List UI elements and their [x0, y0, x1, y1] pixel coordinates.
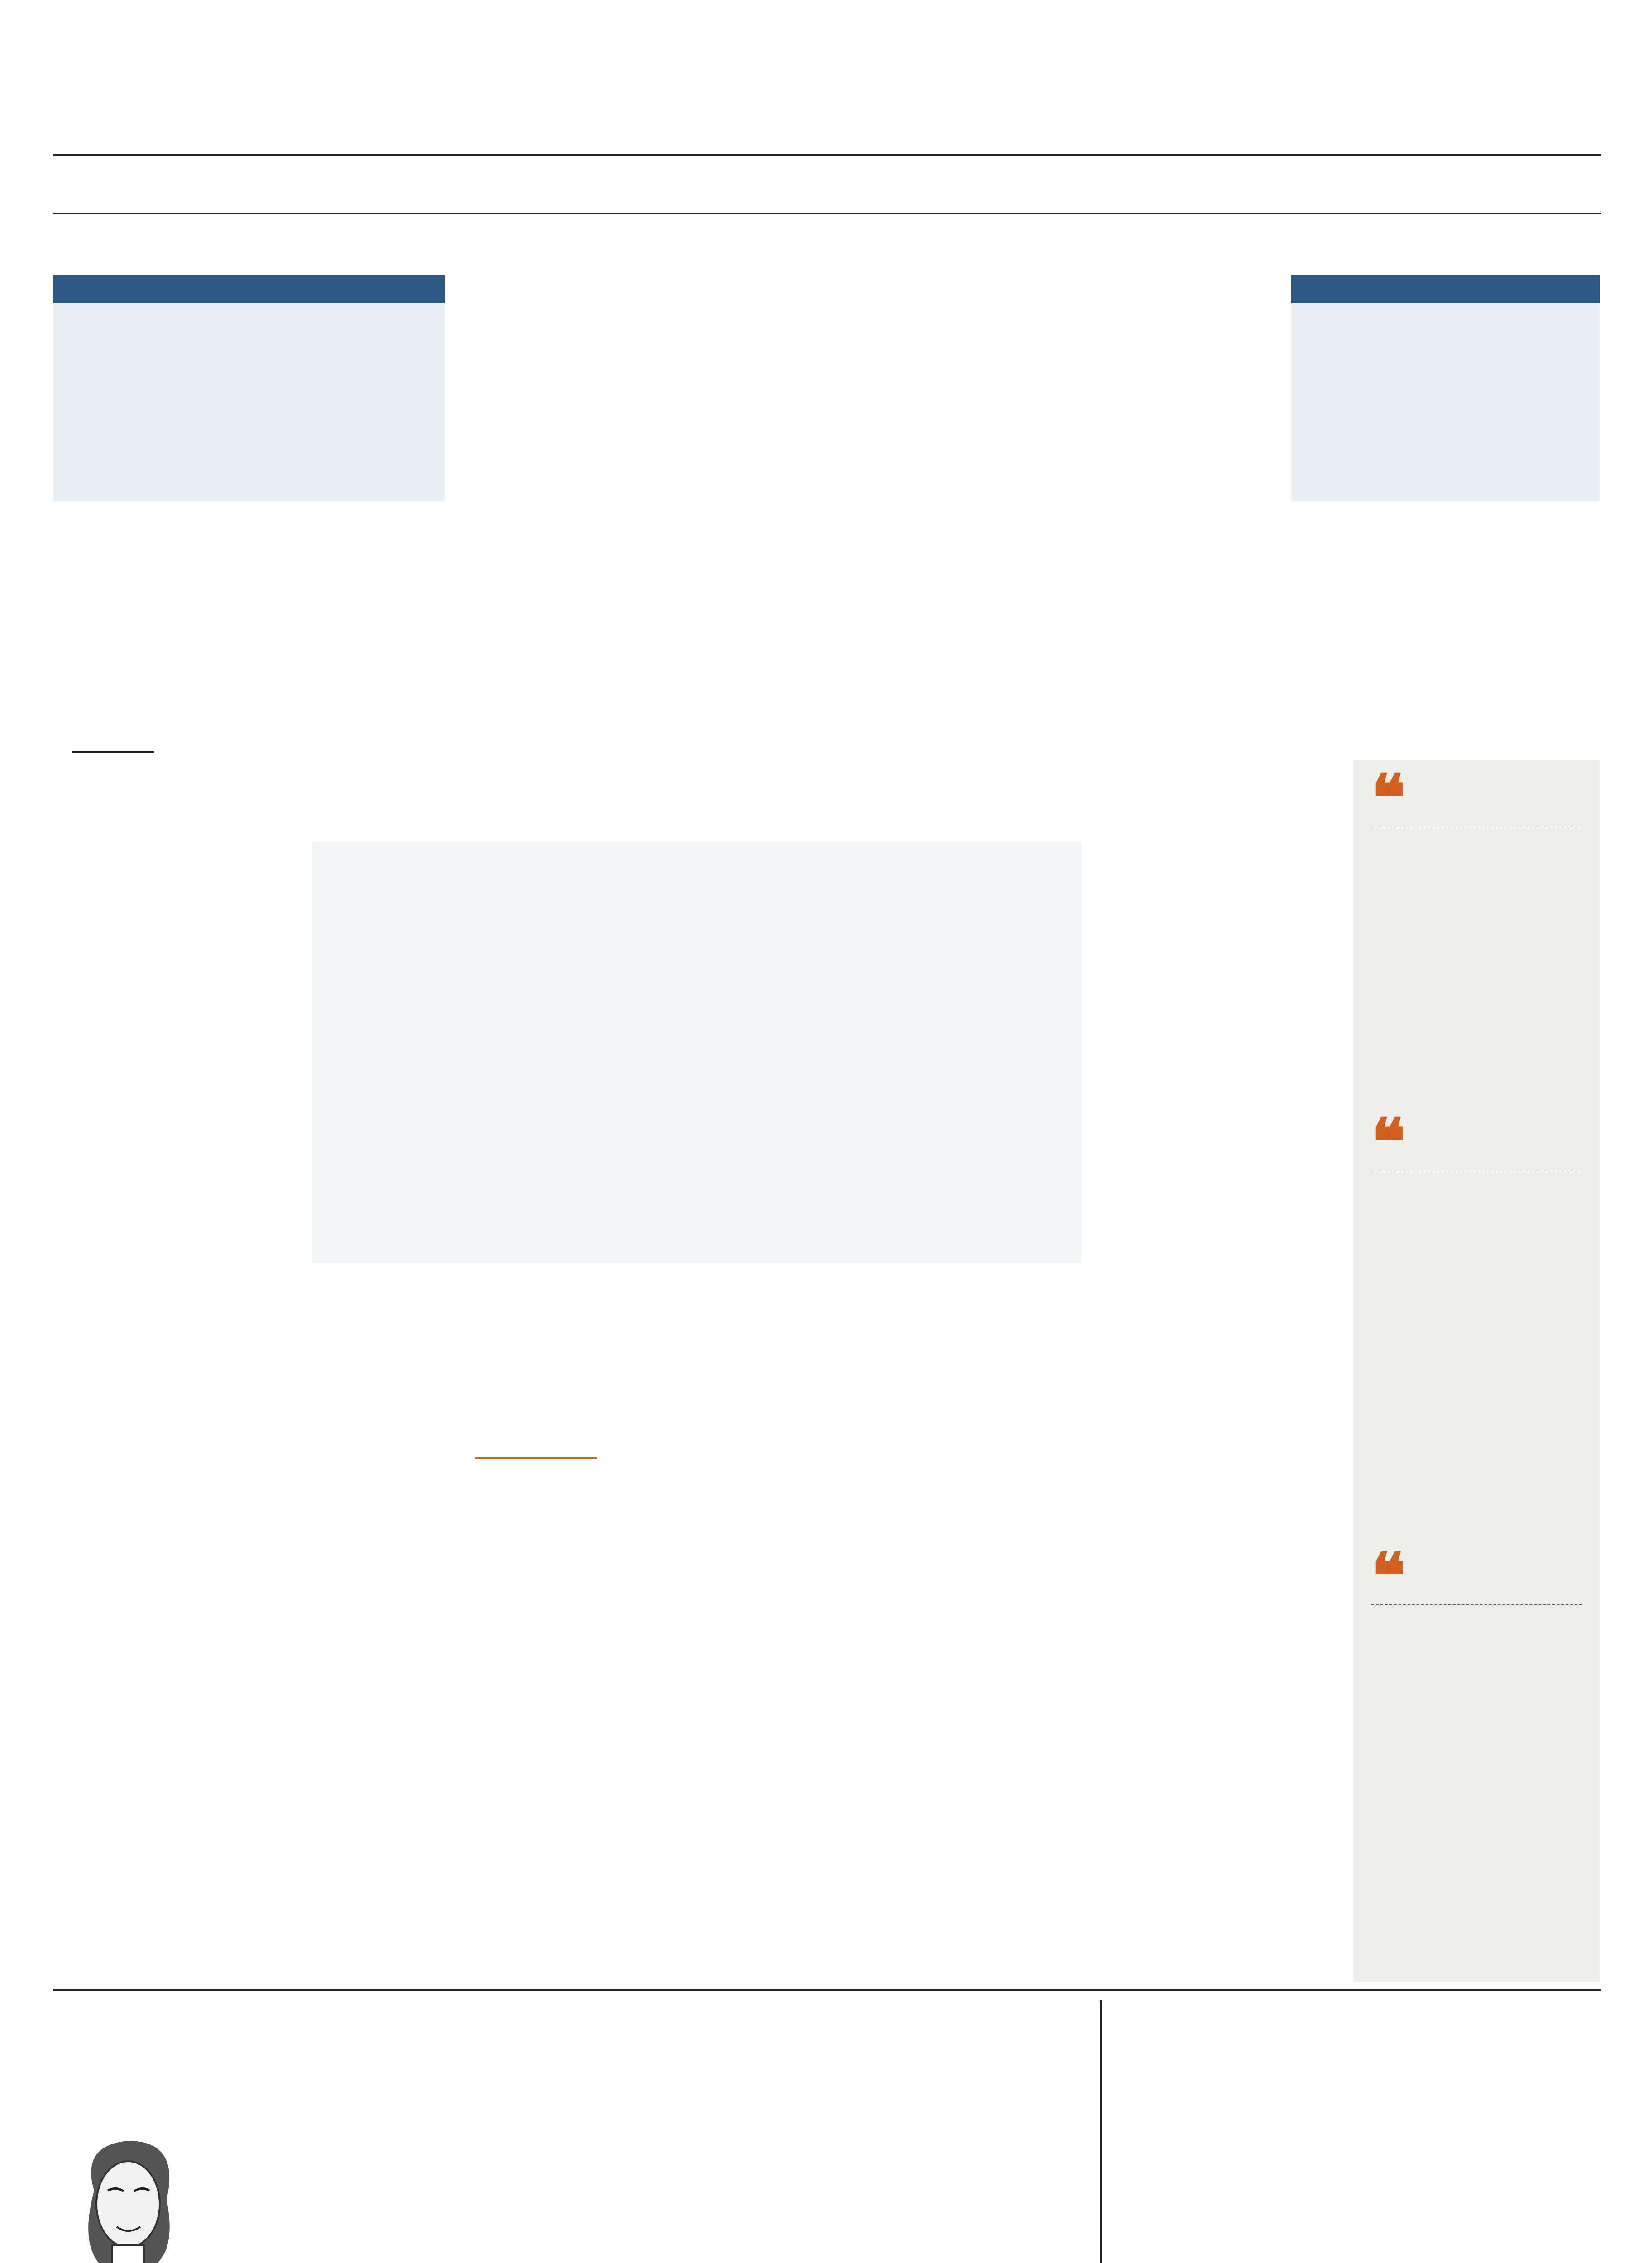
header-rule	[53, 213, 1601, 214]
sector-charts-svg	[312, 842, 1082, 1263]
quote-mark-icon: ❝	[1371, 764, 1406, 834]
quote-mark-icon: ❝	[1371, 1542, 1406, 1612]
portrait-illustration	[53, 2127, 203, 2263]
quote-security	[1353, 764, 1600, 834]
commodities-title	[1291, 275, 1600, 303]
sector-index-title-bar	[53, 275, 445, 303]
deck-rule	[72, 751, 154, 753]
article-column-1	[53, 860, 307, 868]
quote-goldman	[1353, 1108, 1600, 1178]
quote-coopeuch	[1353, 1542, 1600, 1612]
author-portrait	[53, 2127, 203, 2263]
section-rule	[53, 1989, 1601, 1991]
top-rule	[53, 154, 1601, 156]
sector-index-table	[53, 275, 445, 501]
quotes-sidebar	[1353, 760, 1600, 1982]
sector-charts	[312, 842, 1082, 1263]
commodities-header	[1291, 303, 1600, 325]
pib-box	[475, 1453, 597, 1464]
column-divider	[1100, 2000, 1102, 2263]
article-column-2	[312, 1272, 507, 1280]
quote-mark-icon: ❝	[1371, 1108, 1406, 1178]
article-column-4	[828, 1272, 1073, 1280]
pib-title	[475, 1453, 597, 1459]
commodities-table	[1291, 275, 1600, 501]
